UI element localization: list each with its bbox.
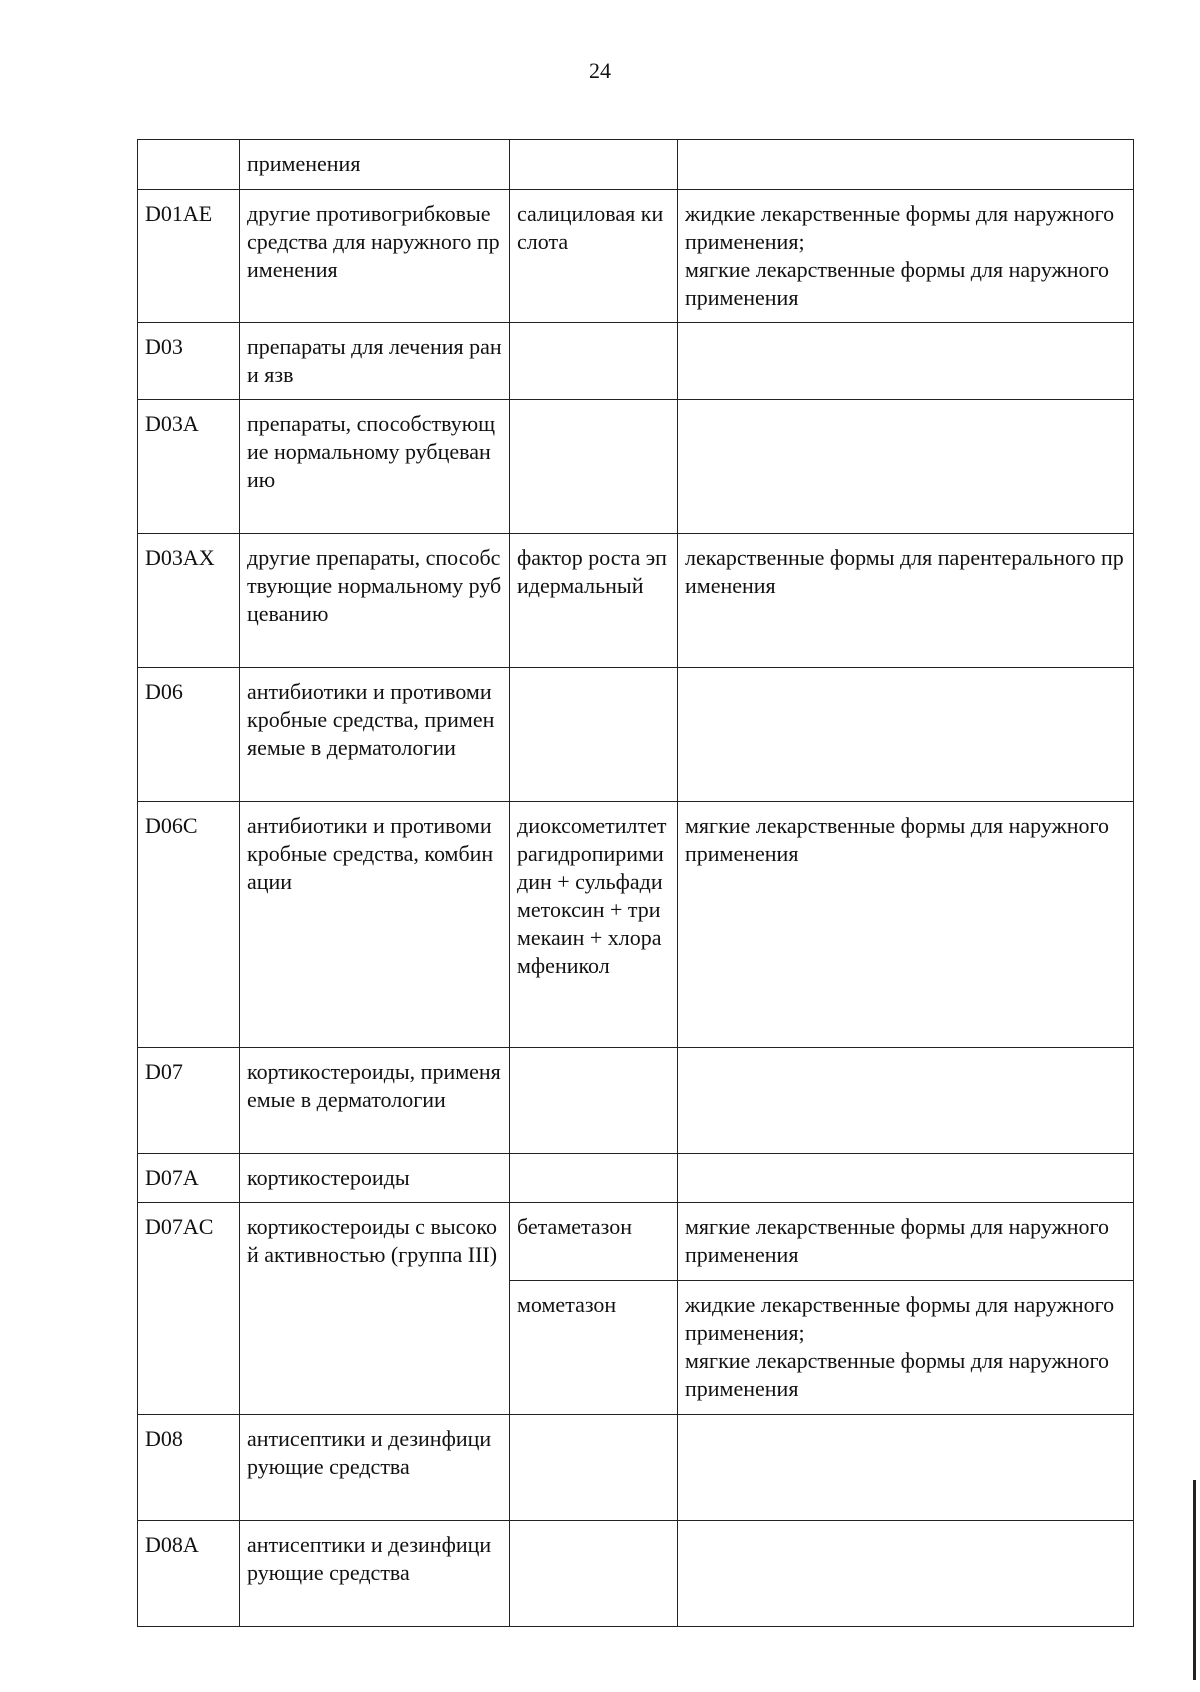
atc-code-cell: [138, 400, 240, 534]
drug-name-cell: [510, 1281, 678, 1415]
group-name-cell: [240, 1154, 510, 1203]
table-row: [138, 140, 1134, 190]
dosage-form-cell: [678, 1521, 1134, 1627]
drug-name-cell: [510, 323, 678, 400]
table-row: [138, 190, 1134, 323]
drug-name-cell-text: бетаметазон: [517, 1214, 632, 1239]
drug-name-cell-text: мометазон: [517, 1292, 617, 1317]
atc-code-cell-text: D07AC: [145, 1214, 214, 1239]
atc-code-cell: [138, 1521, 240, 1627]
atc-code-cell: [138, 190, 240, 323]
dosage-form-cell: [678, 1154, 1134, 1203]
group-name-cell: [240, 140, 510, 190]
atc-code-cell: [138, 1415, 240, 1521]
dosage-form-cell: [678, 323, 1134, 400]
drug-name-cell: [510, 668, 678, 802]
drug-name-cell: [510, 1521, 678, 1627]
table-row: [138, 1154, 1134, 1203]
atc-code-cell-text: D06: [145, 679, 183, 704]
group-name-cell-text: кортикостероиды с высокой активностью (группа III): [247, 1214, 498, 1267]
atc-code-cell-text: D07A: [145, 1165, 199, 1190]
group-name-cell: [240, 323, 510, 400]
table-row: [138, 323, 1134, 400]
group-name-cell: [240, 1203, 510, 1415]
dosage-form-cell: [678, 140, 1134, 190]
dosage-form-cell: [678, 1203, 1134, 1281]
atc-code-cell-text: D03: [145, 334, 183, 359]
atc-code-cell-text: D07: [145, 1059, 183, 1084]
atc-code-cell: [138, 1048, 240, 1154]
atc-code-cell-text: D03AX: [145, 545, 215, 570]
dosage-form-cell: [678, 1281, 1134, 1415]
group-name-cell-text: антисептики и дезинфицирующие средства: [247, 1532, 492, 1585]
group-name-cell-text: антисептики и дезинфицирующие средства: [247, 1426, 492, 1479]
atc-code-cell: [138, 668, 240, 802]
group-name-cell-text: антибиотики и противомикробные средства, применяемые в дерматологии: [247, 679, 495, 760]
drug-name-cell: [510, 190, 678, 323]
drug-name-cell: [510, 1203, 678, 1281]
drug-name-cell-text: диоксометилтетрагидропиримидин + сульфадиметоксин + тримекаин + хлорамфеникол: [517, 813, 667, 978]
drug-name-cell-text: фактор роста эпидермальный: [517, 545, 667, 598]
dosage-form-cell-text: мягкие лекарственные формы для наружного применения: [685, 1214, 1109, 1267]
group-name-cell: [240, 668, 510, 802]
group-name-cell-text: другие препараты, способствующие нормальному рубцеванию: [247, 545, 502, 626]
group-name-cell: [240, 802, 510, 1048]
group-name-cell: [240, 1048, 510, 1154]
drug-name-cell-text: салициловая кислота: [517, 201, 664, 254]
drug-name-cell: [510, 534, 678, 668]
dosage-form-cell: [678, 668, 1134, 802]
atc-code-cell-text: D08A: [145, 1532, 199, 1557]
table-row: [138, 1415, 1134, 1521]
page-number: 24: [589, 58, 611, 83]
table-row: [138, 802, 1134, 1048]
group-name-cell-text: применения: [247, 151, 361, 176]
group-name-cell: [240, 534, 510, 668]
group-name-cell-text: препараты, способствующие нормальному рубцеванию: [247, 411, 496, 492]
group-name-cell: [240, 190, 510, 323]
group-name-cell: [240, 400, 510, 534]
table-row: [138, 668, 1134, 802]
table-row: [138, 534, 1134, 668]
atc-drug-table: [137, 139, 1134, 1627]
atc-code-cell: [138, 802, 240, 1048]
dosage-form-cell-text: мягкие лекарственные формы для наружного применения: [685, 813, 1109, 866]
page-edge-mark: [1193, 1480, 1196, 1680]
group-name-cell: [240, 1521, 510, 1627]
dosage-form-cell: [678, 190, 1134, 323]
table-row: [138, 400, 1134, 534]
atc-code-cell: [138, 323, 240, 400]
group-name-cell: [240, 1415, 510, 1521]
table-row: [138, 1203, 1134, 1281]
atc-code-cell-text: D06C: [145, 813, 198, 838]
drug-name-cell: [510, 1154, 678, 1203]
dosage-form-cell: [678, 802, 1134, 1048]
dosage-form-cell: [678, 534, 1134, 668]
atc-code-cell: [138, 1154, 240, 1203]
table-row: [138, 1521, 1134, 1627]
atc-code-cell-text: D03A: [145, 411, 199, 436]
drug-name-cell: [510, 1048, 678, 1154]
drug-name-cell: [510, 1415, 678, 1521]
group-name-cell-text: кортикостероиды: [247, 1165, 410, 1190]
table-row: [138, 1048, 1134, 1154]
group-name-cell-text: другие противогрибковые средства для наружного применения: [247, 201, 500, 282]
atc-code-cell: [138, 1203, 240, 1415]
atc-code-cell: [138, 534, 240, 668]
drug-name-cell: [510, 400, 678, 534]
drug-name-cell: [510, 140, 678, 190]
dosage-form-cell-text: жидкие лекарственные формы для наружного применения; мягкие лекарственные формы для наружного применения: [685, 1292, 1115, 1401]
dosage-form-cell: [678, 400, 1134, 534]
dosage-form-cell-text: лекарственные формы для парентерального применения: [685, 545, 1124, 598]
dosage-form-cell: [678, 1048, 1134, 1154]
atc-code-cell: [138, 140, 240, 190]
drug-name-cell: [510, 802, 678, 1048]
dosage-form-cell-text: жидкие лекарственные формы для наружного применения; мягкие лекарственные формы для наружного применения: [685, 201, 1115, 310]
group-name-cell-text: препараты для лечения ран и язв: [247, 334, 502, 387]
atc-code-cell-text: D01AE: [145, 201, 213, 226]
atc-code-cell-text: D08: [145, 1426, 183, 1451]
group-name-cell-text: кортикостероиды, применяемые в дерматологии: [247, 1059, 501, 1112]
group-name-cell-text: антибиотики и противомикробные средства, комбинации: [247, 813, 494, 894]
dosage-form-cell: [678, 1415, 1134, 1521]
